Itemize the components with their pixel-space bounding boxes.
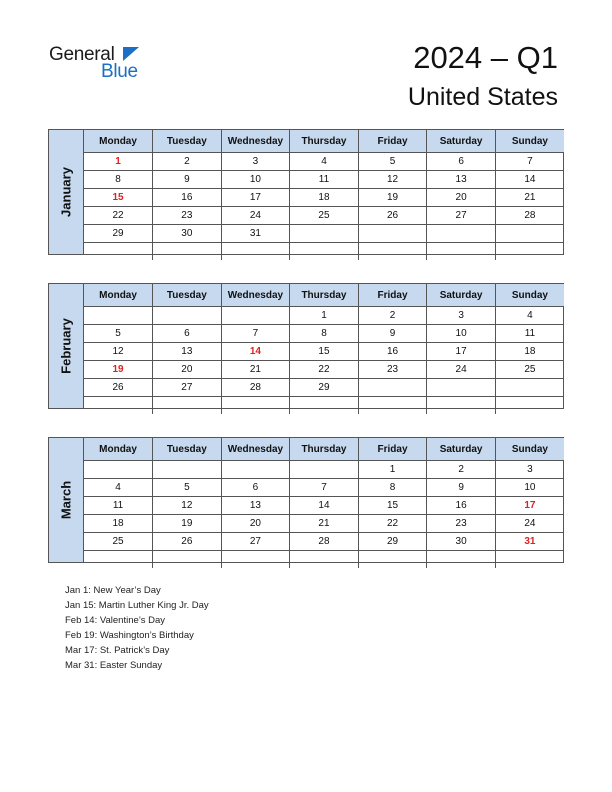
day-cell: 4 — [495, 307, 564, 325]
day-cell: 23 — [427, 515, 496, 533]
week-row — [84, 307, 564, 325]
day-cell: 18 — [290, 189, 359, 207]
day-cell: 21 — [221, 361, 290, 379]
day-cell: 14 — [495, 171, 564, 189]
weekday-header: Thursday — [290, 284, 359, 307]
empty-day-cell — [358, 551, 427, 569]
month-block-march — [48, 437, 564, 563]
logo — [49, 44, 149, 84]
empty-day-cell — [221, 243, 290, 261]
month-table — [84, 130, 564, 260]
page-title: 2024 – Q1 — [413, 40, 558, 75]
month-table — [84, 284, 564, 414]
month-name: February — [58, 318, 74, 374]
day-cell: 13 — [221, 497, 290, 515]
day-cell: 11 — [84, 497, 153, 515]
day-cell: 15 — [358, 497, 427, 515]
weekday-header: Monday — [84, 284, 153, 307]
day-cell: 29 — [358, 533, 427, 551]
week-row — [84, 379, 564, 397]
holiday-notes — [65, 583, 209, 673]
day-cell: 12 — [358, 171, 427, 189]
day-cell: 4 — [84, 479, 153, 497]
holiday-note: Mar 17: St. Patrick’s Day — [65, 645, 170, 656]
day-cell: 13 — [427, 171, 496, 189]
day-cell: 31 — [495, 533, 564, 551]
day-cell: 28 — [495, 207, 564, 225]
empty-day-cell — [495, 225, 564, 243]
empty-day-cell — [290, 397, 359, 415]
empty-day-cell — [153, 551, 222, 569]
day-cell: 13 — [153, 343, 222, 361]
empty-day-cell — [358, 379, 427, 397]
weekday-header: Saturday — [427, 438, 496, 461]
empty-day-cell — [84, 243, 153, 261]
day-cell: 2 — [358, 307, 427, 325]
day-cell: 10 — [427, 325, 496, 343]
week-row — [84, 325, 564, 343]
weekday-header: Monday — [84, 438, 153, 461]
week-row — [84, 533, 564, 551]
day-cell: 7 — [290, 479, 359, 497]
week-row — [84, 551, 564, 569]
empty-day-cell — [221, 551, 290, 569]
weekday-header: Saturday — [427, 130, 496, 153]
day-cell: 14 — [221, 343, 290, 361]
month-table — [84, 438, 564, 568]
empty-day-cell — [290, 551, 359, 569]
day-cell: 26 — [153, 533, 222, 551]
month-name: March — [58, 480, 74, 520]
week-row — [84, 243, 564, 261]
empty-day-cell — [290, 461, 359, 479]
day-cell: 24 — [495, 515, 564, 533]
empty-day-cell — [358, 225, 427, 243]
day-cell: 25 — [290, 207, 359, 225]
weekday-header: Wednesday — [221, 438, 290, 461]
day-cell: 12 — [84, 343, 153, 361]
day-cell: 5 — [153, 479, 222, 497]
week-row — [84, 189, 564, 207]
day-cell: 28 — [221, 379, 290, 397]
week-row — [84, 225, 564, 243]
weekday-header: Friday — [358, 284, 427, 307]
month-block-january — [48, 129, 564, 255]
day-cell: 18 — [84, 515, 153, 533]
day-cell: 10 — [221, 171, 290, 189]
empty-day-cell — [427, 225, 496, 243]
day-cell: 27 — [221, 533, 290, 551]
week-row — [84, 397, 564, 415]
week-row — [84, 361, 564, 379]
empty-day-cell — [153, 307, 222, 325]
day-cell: 19 — [84, 361, 153, 379]
month-label-bar — [49, 284, 84, 408]
day-cell: 1 — [84, 153, 153, 171]
week-row — [84, 207, 564, 225]
logo-triangle-icon — [123, 47, 139, 61]
empty-day-cell — [290, 243, 359, 261]
day-cell: 3 — [495, 461, 564, 479]
weekday-header-row — [84, 284, 564, 307]
weekday-header: Sunday — [495, 130, 564, 153]
day-cell: 20 — [427, 189, 496, 207]
weekday-header: Saturday — [427, 284, 496, 307]
day-cell: 28 — [290, 533, 359, 551]
day-cell: 23 — [153, 207, 222, 225]
weekday-header: Thursday — [290, 438, 359, 461]
day-cell: 15 — [290, 343, 359, 361]
empty-day-cell — [495, 243, 564, 261]
empty-day-cell — [358, 397, 427, 415]
day-cell: 7 — [495, 153, 564, 171]
day-cell: 3 — [221, 153, 290, 171]
logo-blue-text: Blue — [101, 61, 138, 82]
weekday-header-row — [84, 130, 564, 153]
weekday-header: Thursday — [290, 130, 359, 153]
day-cell: 1 — [290, 307, 359, 325]
logo-general-text: General — [49, 44, 115, 65]
week-row — [84, 153, 564, 171]
day-cell: 3 — [427, 307, 496, 325]
day-cell: 10 — [495, 479, 564, 497]
empty-day-cell — [153, 461, 222, 479]
day-cell: 29 — [84, 225, 153, 243]
holiday-note: Feb 19: Washington’s Birthday — [65, 630, 194, 641]
day-cell: 16 — [153, 189, 222, 207]
day-cell: 9 — [427, 479, 496, 497]
day-cell: 20 — [221, 515, 290, 533]
week-row — [84, 171, 564, 189]
day-cell: 12 — [153, 497, 222, 515]
week-row — [84, 479, 564, 497]
day-cell: 21 — [495, 189, 564, 207]
day-cell: 17 — [221, 189, 290, 207]
empty-day-cell — [221, 461, 290, 479]
day-cell: 22 — [290, 361, 359, 379]
day-cell: 24 — [427, 361, 496, 379]
empty-day-cell — [84, 397, 153, 415]
day-cell: 29 — [290, 379, 359, 397]
day-cell: 11 — [495, 325, 564, 343]
week-row — [84, 343, 564, 361]
day-cell: 6 — [427, 153, 496, 171]
weekday-header: Wednesday — [221, 284, 290, 307]
weekday-header: Monday — [84, 130, 153, 153]
day-cell: 26 — [358, 207, 427, 225]
day-cell: 5 — [358, 153, 427, 171]
holiday-note: Mar 31: Easter Sunday — [65, 660, 163, 671]
holiday-note: Jan 1: New Year’s Day — [65, 585, 161, 596]
day-cell: 31 — [221, 225, 290, 243]
day-cell: 23 — [358, 361, 427, 379]
day-cell: 18 — [495, 343, 564, 361]
holiday-note: Feb 14: Valentine’s Day — [65, 615, 165, 626]
day-cell: 19 — [153, 515, 222, 533]
day-cell: 27 — [153, 379, 222, 397]
day-cell: 30 — [153, 225, 222, 243]
page-subtitle: United States — [407, 83, 558, 111]
day-cell: 16 — [427, 497, 496, 515]
empty-day-cell — [358, 243, 427, 261]
day-cell: 14 — [290, 497, 359, 515]
empty-day-cell — [221, 397, 290, 415]
day-cell: 5 — [84, 325, 153, 343]
empty-day-cell — [221, 307, 290, 325]
day-cell: 17 — [495, 497, 564, 515]
month-block-february — [48, 283, 564, 409]
day-cell: 9 — [153, 171, 222, 189]
empty-day-cell — [84, 461, 153, 479]
month-label-bar — [49, 130, 84, 254]
day-cell: 30 — [427, 533, 496, 551]
weekday-header: Friday — [358, 438, 427, 461]
day-cell: 16 — [358, 343, 427, 361]
day-cell: 21 — [290, 515, 359, 533]
weekday-header: Sunday — [495, 284, 564, 307]
week-row — [84, 461, 564, 479]
empty-day-cell — [427, 397, 496, 415]
day-cell: 4 — [290, 153, 359, 171]
day-cell: 9 — [358, 325, 427, 343]
weekday-header: Sunday — [495, 438, 564, 461]
day-cell: 8 — [358, 479, 427, 497]
day-cell: 22 — [358, 515, 427, 533]
empty-day-cell — [495, 379, 564, 397]
empty-day-cell — [84, 307, 153, 325]
day-cell: 6 — [221, 479, 290, 497]
day-cell: 8 — [84, 171, 153, 189]
day-cell: 15 — [84, 189, 153, 207]
empty-day-cell — [495, 397, 564, 415]
empty-day-cell — [427, 379, 496, 397]
day-cell: 2 — [153, 153, 222, 171]
day-cell: 25 — [84, 533, 153, 551]
holiday-note: Jan 15: Martin Luther King Jr. Day — [65, 600, 209, 611]
week-row — [84, 515, 564, 533]
day-cell: 6 — [153, 325, 222, 343]
day-cell: 26 — [84, 379, 153, 397]
weekday-header-row — [84, 438, 564, 461]
empty-day-cell — [153, 243, 222, 261]
month-label-bar — [49, 438, 84, 562]
weekday-header: Tuesday — [153, 130, 222, 153]
day-cell: 22 — [84, 207, 153, 225]
day-cell: 27 — [427, 207, 496, 225]
empty-day-cell — [495, 551, 564, 569]
empty-day-cell — [427, 243, 496, 261]
empty-day-cell — [290, 225, 359, 243]
weekday-header: Wednesday — [221, 130, 290, 153]
day-cell: 20 — [153, 361, 222, 379]
day-cell: 7 — [221, 325, 290, 343]
day-cell: 19 — [358, 189, 427, 207]
empty-day-cell — [427, 551, 496, 569]
month-name: January — [58, 167, 74, 217]
empty-day-cell — [84, 551, 153, 569]
day-cell: 11 — [290, 171, 359, 189]
weekday-header: Tuesday — [153, 438, 222, 461]
day-cell: 8 — [290, 325, 359, 343]
empty-day-cell — [153, 397, 222, 415]
day-cell: 17 — [427, 343, 496, 361]
day-cell: 25 — [495, 361, 564, 379]
day-cell: 1 — [358, 461, 427, 479]
weekday-header: Tuesday — [153, 284, 222, 307]
day-cell: 24 — [221, 207, 290, 225]
week-row — [84, 497, 564, 515]
weekday-header: Friday — [358, 130, 427, 153]
day-cell: 2 — [427, 461, 496, 479]
